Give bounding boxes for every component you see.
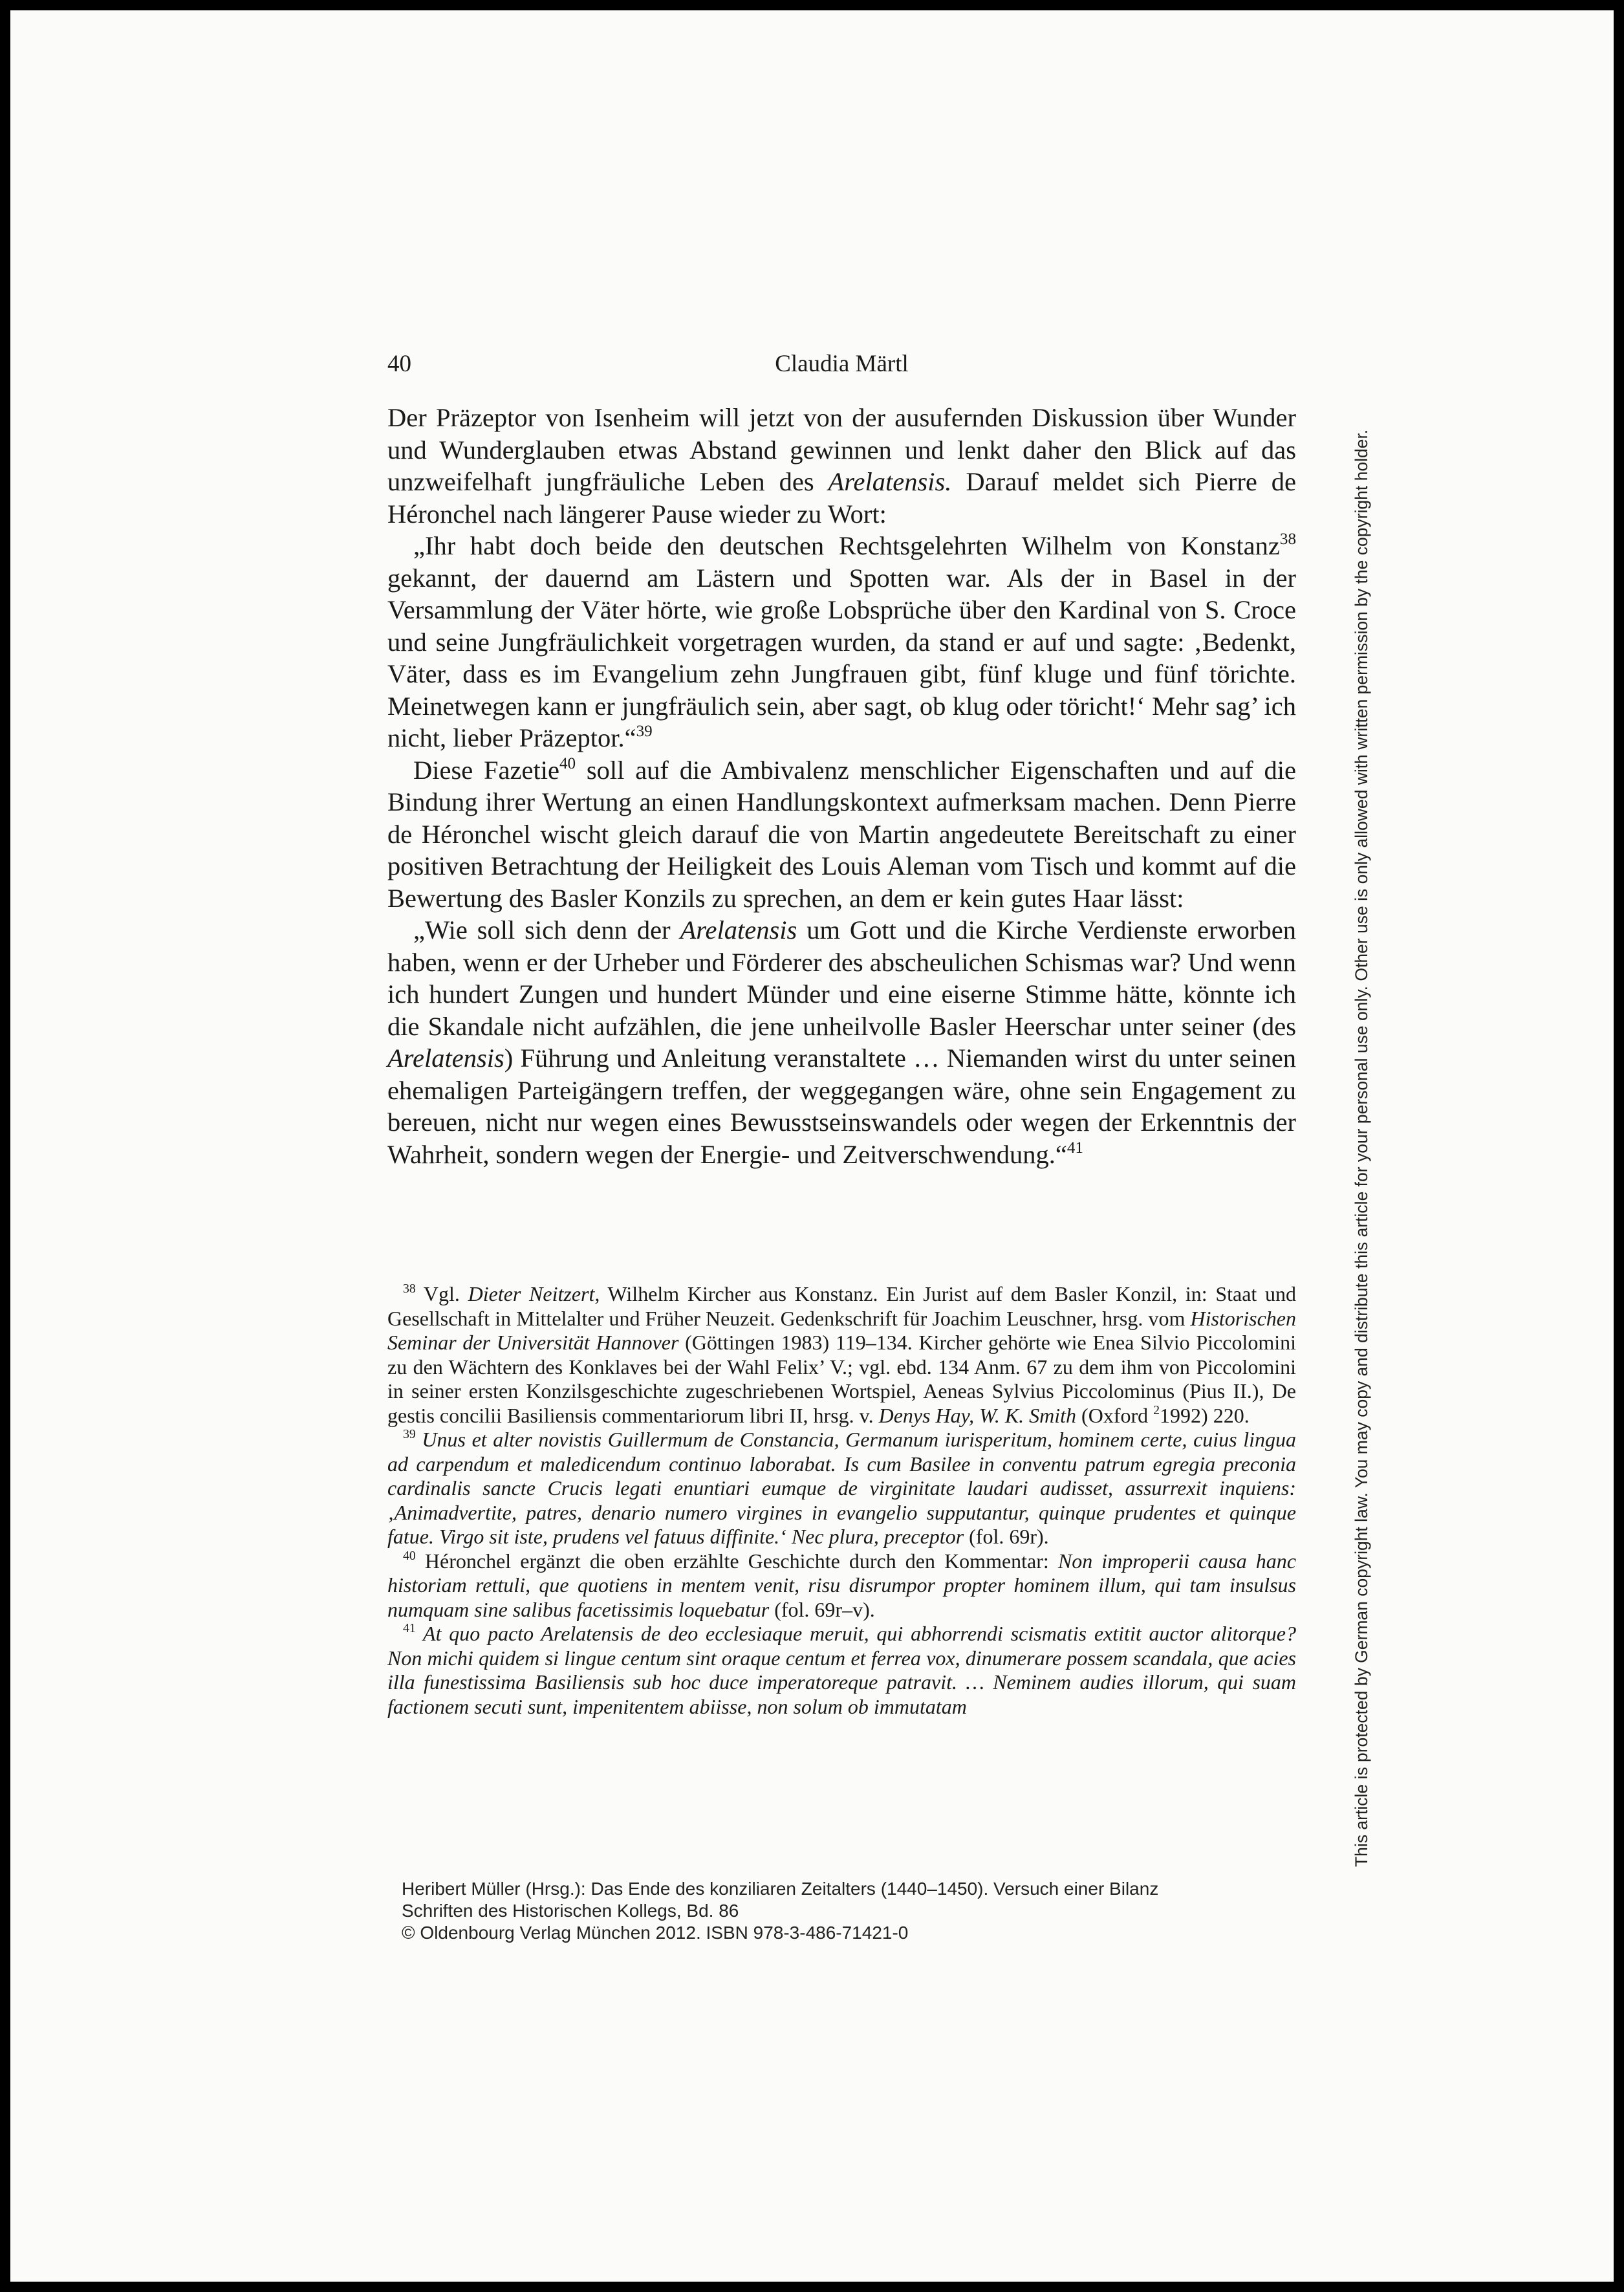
italic-run: Denys Hay, W. K. Smith (878, 1403, 1077, 1427)
text-run: soll auf die Ambivalenz menschlicher Eigenschaften und auf die Bindung ihrer Wertung an einen Handlungskontext aufmerksam machen. Denn Pierre de Héronchel wischt gleich darauf die von Martin angedeutete Bereitschaft zu einer positiven Betrachtung der Heiligkeit des Louis Aleman vom Tisch und kommt auf die Bewertung des Basler Konzils zu sprechen, an dem er kein gutes Haar lässt: (387, 755, 1296, 913)
text-run: ) Führung und Anleitung veranstaltete … Niemanden wirst du unter seinen ehemaligen Parteigängern treffen, der weggegangen wäre, ohne sein Engagement zu bereuen, nicht nur wegen eines Bewusstseinswandels oder wegen der Erkenntnis der Wahrheit, sondern wegen der Energie- und Zeitverschwendung.“ (387, 1043, 1296, 1169)
text-run: (Göttingen 1983) 119–134. Kircher gehörte wie Enea Silvio Piccolomini zu den Wächtern des Konklaves bei der Wahl Felix’ V.; vgl. ebd. 134 Anm. 67 zu dem ihm von Piccolomini in seiner ersten Konzilsgeschichte zugeschriebenen Wortspiel, Aeneas Sylvius Piccolominus (Pius II.), De gestis concilii Basiliensis commentariorum libri II, hrsg. v. (387, 1331, 1297, 1427)
text-run: (fol. 69r–v). (769, 1597, 875, 1621)
scanned-page (10, 10, 1614, 2282)
text-run: um Gott und die Kirche Verdienste erworben haben, wenn er der Urheber und Förderer des abscheulichen Schismas war? Und wenn ich hundert Zungen und hundert Münder und eine eiserne Stimme hätte, könnte ich die Skandale nicht aufzählen, die jene unheilvolle Basler Heerschar unter seiner (des (387, 915, 1296, 1041)
citation-line-2: Schriften des Historischen Kollegs, Bd. 86 (402, 1901, 739, 1921)
italic-run: Historischen Seminar der Universität Hannover (387, 1306, 1296, 1354)
italic-run: Dieter Neitzert, (468, 1282, 600, 1305)
text-run: „Wie soll sich denn der (413, 915, 680, 944)
italic-run: At quo pacto Arelatensis de deo ecclesiaque meruit, qui abhorrendi scismatis extitit auctor alitorque? Non michi quidem si lingue centum sint oraque centum et ferrea vox, dinumerare possem scandala, que acies illa funestissima Basiliensis sub hoc duce imperatoreque patravit. … Neminem audies illorum, qui suam factionem secuti sunt, impenitentem abiisse, non solum ob immutatam (387, 1622, 1296, 1718)
italic-run: Arelatensis (680, 915, 797, 944)
text-run: „Ihr habt doch beide den deutschen Rechtsgelehrten Wilhelm von Konstanz (413, 531, 1280, 560)
text-run: (fol. 69r). (964, 1525, 1049, 1548)
footnote-ref: 38 (1279, 530, 1296, 549)
text-run: 1992) 220. (1160, 1403, 1250, 1427)
main-text (387, 402, 1296, 1170)
copyright-side-notice: This article is protected by German copyright law. You may copy and distribute this article for your personal use only. Other use is only allowed with written permission by the copyright holder. (1352, 429, 1371, 1867)
citation-line-3: © Oldenbourg Verlag München 2012. ISBN 978-3-486-71421-0 (402, 1923, 909, 1943)
paragraph (387, 914, 1296, 1170)
italic-run: Arelatensis. (828, 467, 952, 496)
text-run: Vgl. (415, 1282, 468, 1305)
italic-run: Arelatensis (387, 1043, 504, 1073)
footnote-number: 40 (403, 1548, 416, 1563)
text-run: Der Präzeptor von Isenheim will jetzt von der ausufernden Diskussion über Wunder und Wunderglauben etwas Abstand gewinnen und lenkt daher den Blick auf das unzweifelhaft jungfräuliche Leben des (387, 403, 1296, 496)
italic-run: Non improperii causa hanc historiam rettuli, que quotiens in mentem venit, risu disrumpor propter hominem illum, qui tam insulsus numquam sine salibus facetissimis loquebatur (387, 1549, 1297, 1621)
edition-superscript: 2 (1153, 1402, 1160, 1417)
footnote-number: 39 (403, 1427, 416, 1442)
footnote-41 (387, 1622, 1296, 1719)
footnote-ref: 39 (636, 723, 653, 741)
paragraph (387, 754, 1296, 915)
citation-footer (402, 1878, 1307, 1944)
footnote-39 (387, 1428, 1296, 1549)
text-run: (Oxford (1076, 1403, 1154, 1427)
footnote-number: 41 (403, 1621, 416, 1636)
running-head: Claudia Märtl (775, 351, 909, 377)
text-run: Wilhelm Kircher aus Konstanz. Ein Jurist auf dem Basler Konzil, in: Staat und Gesellschaft in Mittelalter und Früher Neuzeit. Gedenkschrift für Joachim Leuschner, hrsg. vom (387, 1282, 1297, 1330)
text-run: gekannt, der dauernd am Lästern und Spotten war. Als der in Basel in der Versammlung der Väter hörte, wie große Lobsprüche über den Kardinal von S. Croce und seine Jungfräulichkeit vorgetragen wurden, da stand er auf und sagte: ‚Bedenkt, Väter, dass es im Evangelium zehn Jungfrauen gibt, fünf kluge und fünf törichte. Meinetwegen kann er jungfräulich sein, aber sagt, ob klug oder töricht!‘ Mehr sag’ ich nicht, lieber Präzeptor.“ (387, 563, 1296, 752)
text-run: Diese Fazetie (413, 755, 559, 785)
footnote-ref: 40 (559, 754, 576, 772)
footnote-number: 38 (403, 1282, 416, 1296)
page-number: 40 (387, 351, 411, 377)
citation-line-1: Heribert Müller (Hrsg.): Das Ende des konziliaren Zeitalters (1440–1450). Versuch einer Bilanz (402, 1879, 1159, 1899)
footnote-ref: 41 (1066, 1139, 1083, 1157)
footnotes (387, 1282, 1296, 1719)
text-run: Darauf meldet sich Pierre de Héronchel nach längerer Pause wieder zu Wort: (387, 467, 1296, 529)
footnote-38 (387, 1282, 1296, 1428)
footnote-40 (387, 1549, 1296, 1622)
page-header (387, 350, 1296, 389)
text-run: Héronchel ergänzt die oben erzählte Geschichte durch den Kommentar: (415, 1549, 1058, 1573)
italic-run: Unus et alter novistis Guillermum de Constancia, Germanum iurisperitum, hominem certe, cuius lingua ad carpendum et maledicendum continuo laborabat. Is cum Basilee in conventu patrum egregia preconia cardinalis sancte Crucis legati enuntiari eumque de virginitate laudari audisset, assurrexit inquiens: ‚Animadvertite, patres, denario numero virgines in evangelio supputantur, quinque prudentes et quinque fatue. Virgo sit iste, prudens vel fatuus diffinite.‘ Nec plura, preceptor (387, 1428, 1296, 1548)
paragraph (387, 530, 1296, 754)
paragraph (387, 402, 1296, 530)
